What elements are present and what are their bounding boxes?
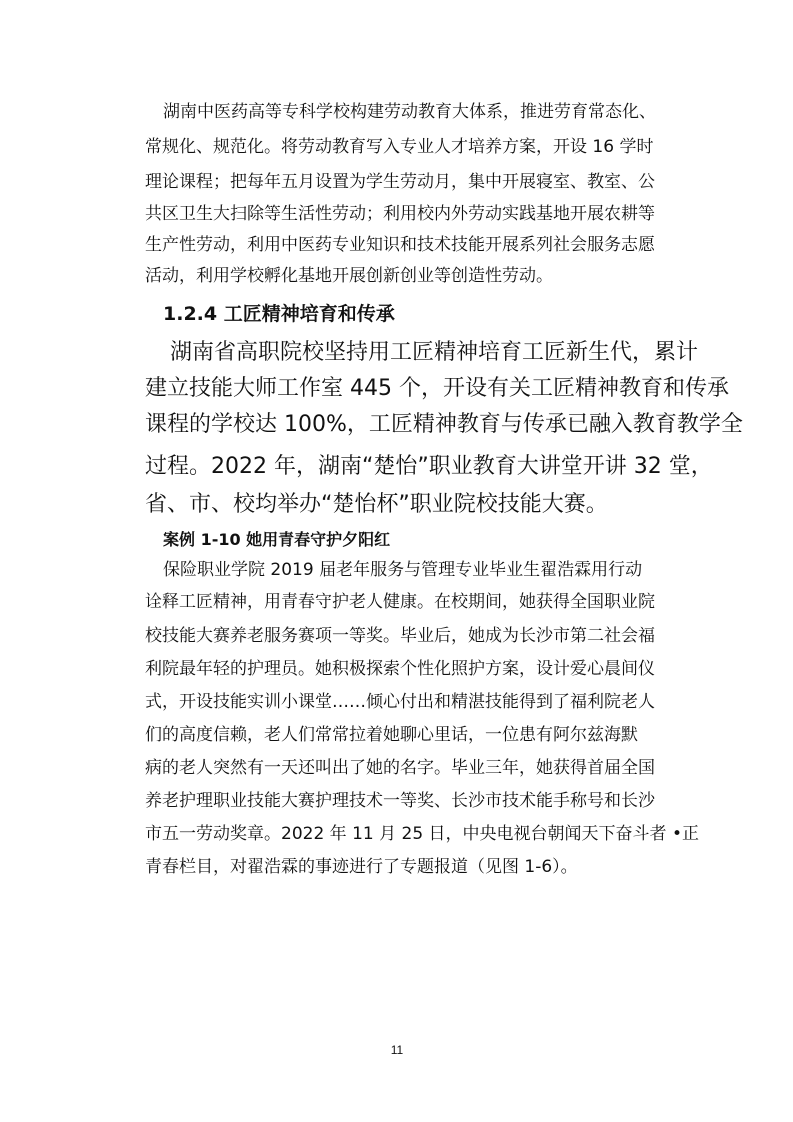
text-line: 湖南省高职院校坚持用工匠精神培育工匠新生代，累计 [170,340,699,365]
text-line: 课程的学校达 100%，工匠精神教育与传承已融入教育教学全 [145,412,743,437]
text-line: 共区卫生大扫除等生活性劳动；利用校内外劳动实践基地开展农耕等 [145,204,655,224]
text-line: 校技能大赛养老服务赛项一等奖。毕业后，她成为长沙市第二社会福 [145,626,655,646]
text-line: 活动，利用学校孵化基地开展创新创业等创造性劳动。 [145,266,553,286]
case-title: 案例 1-10 她用青春守护夕阳红 [163,530,391,549]
text-line: 们的高度信赖，老人们常常拉着她聊心里话，一位患有阿尔兹海默 [145,725,638,745]
text-line: 式，开设技能实训小课堂……倾心付出和精湛技能得到了福利院老人 [145,692,655,712]
text-line: 常规化、规范化。将劳动教育写入专业人才培养方案，开设 16 学时 [145,137,654,157]
page-number: 11 [390,1043,404,1057]
section-heading: 1.2.4 工匠精神培育和传承 [163,303,395,325]
text-line: 保险职业学院 2019 届老年服务与管理专业毕业生翟浩霖用行动 [163,560,643,580]
text-line: 诠释工匠精神，用青春守护老人健康。在校期间，她获得全国职业院 [145,592,655,612]
text-line: 建立技能大师工作室 445 个，开设有关工匠精神教育和传承 [145,376,729,401]
text-line: 青春栏目，对翟浩霖的事迹进行了专题报道（见图 1-6）。 [145,857,578,877]
text-line: 生产性劳动，利用中医药专业知识和技术技能开展系列社会服务志愿 [145,235,655,255]
text-line: 理论课程；把每年五月设置为学生劳动月，集中开展寝室、教室、公 [145,172,655,192]
text-line: 湖南中医药高等专科学校构建劳动教育大体系，推进劳育常态化、 [163,102,656,122]
text-line: 养老护理职业技能大赛护理技术一等奖、长沙市技术能手称号和长沙 [145,791,655,811]
text-line: 病的老人突然有一天还叫出了她的名字。毕业三年，她获得首届全国 [145,758,655,778]
text-line: 过程。2022 年，湖南“楚怡”职业教育大讲堂开讲 32 堂， [145,454,713,479]
text-line: 市五一劳动奖章。2022 年 11 月 25 日，中央电视台朝闻天下奋斗者 •正 [145,824,699,844]
text-line: 利院最年轻的护理员。她积极探索个性化照护方案，设计爱心晨间仪 [145,659,655,679]
text-line: 省、市、校均举办“楚怡杯”职业院校技能大赛。 [145,492,608,517]
